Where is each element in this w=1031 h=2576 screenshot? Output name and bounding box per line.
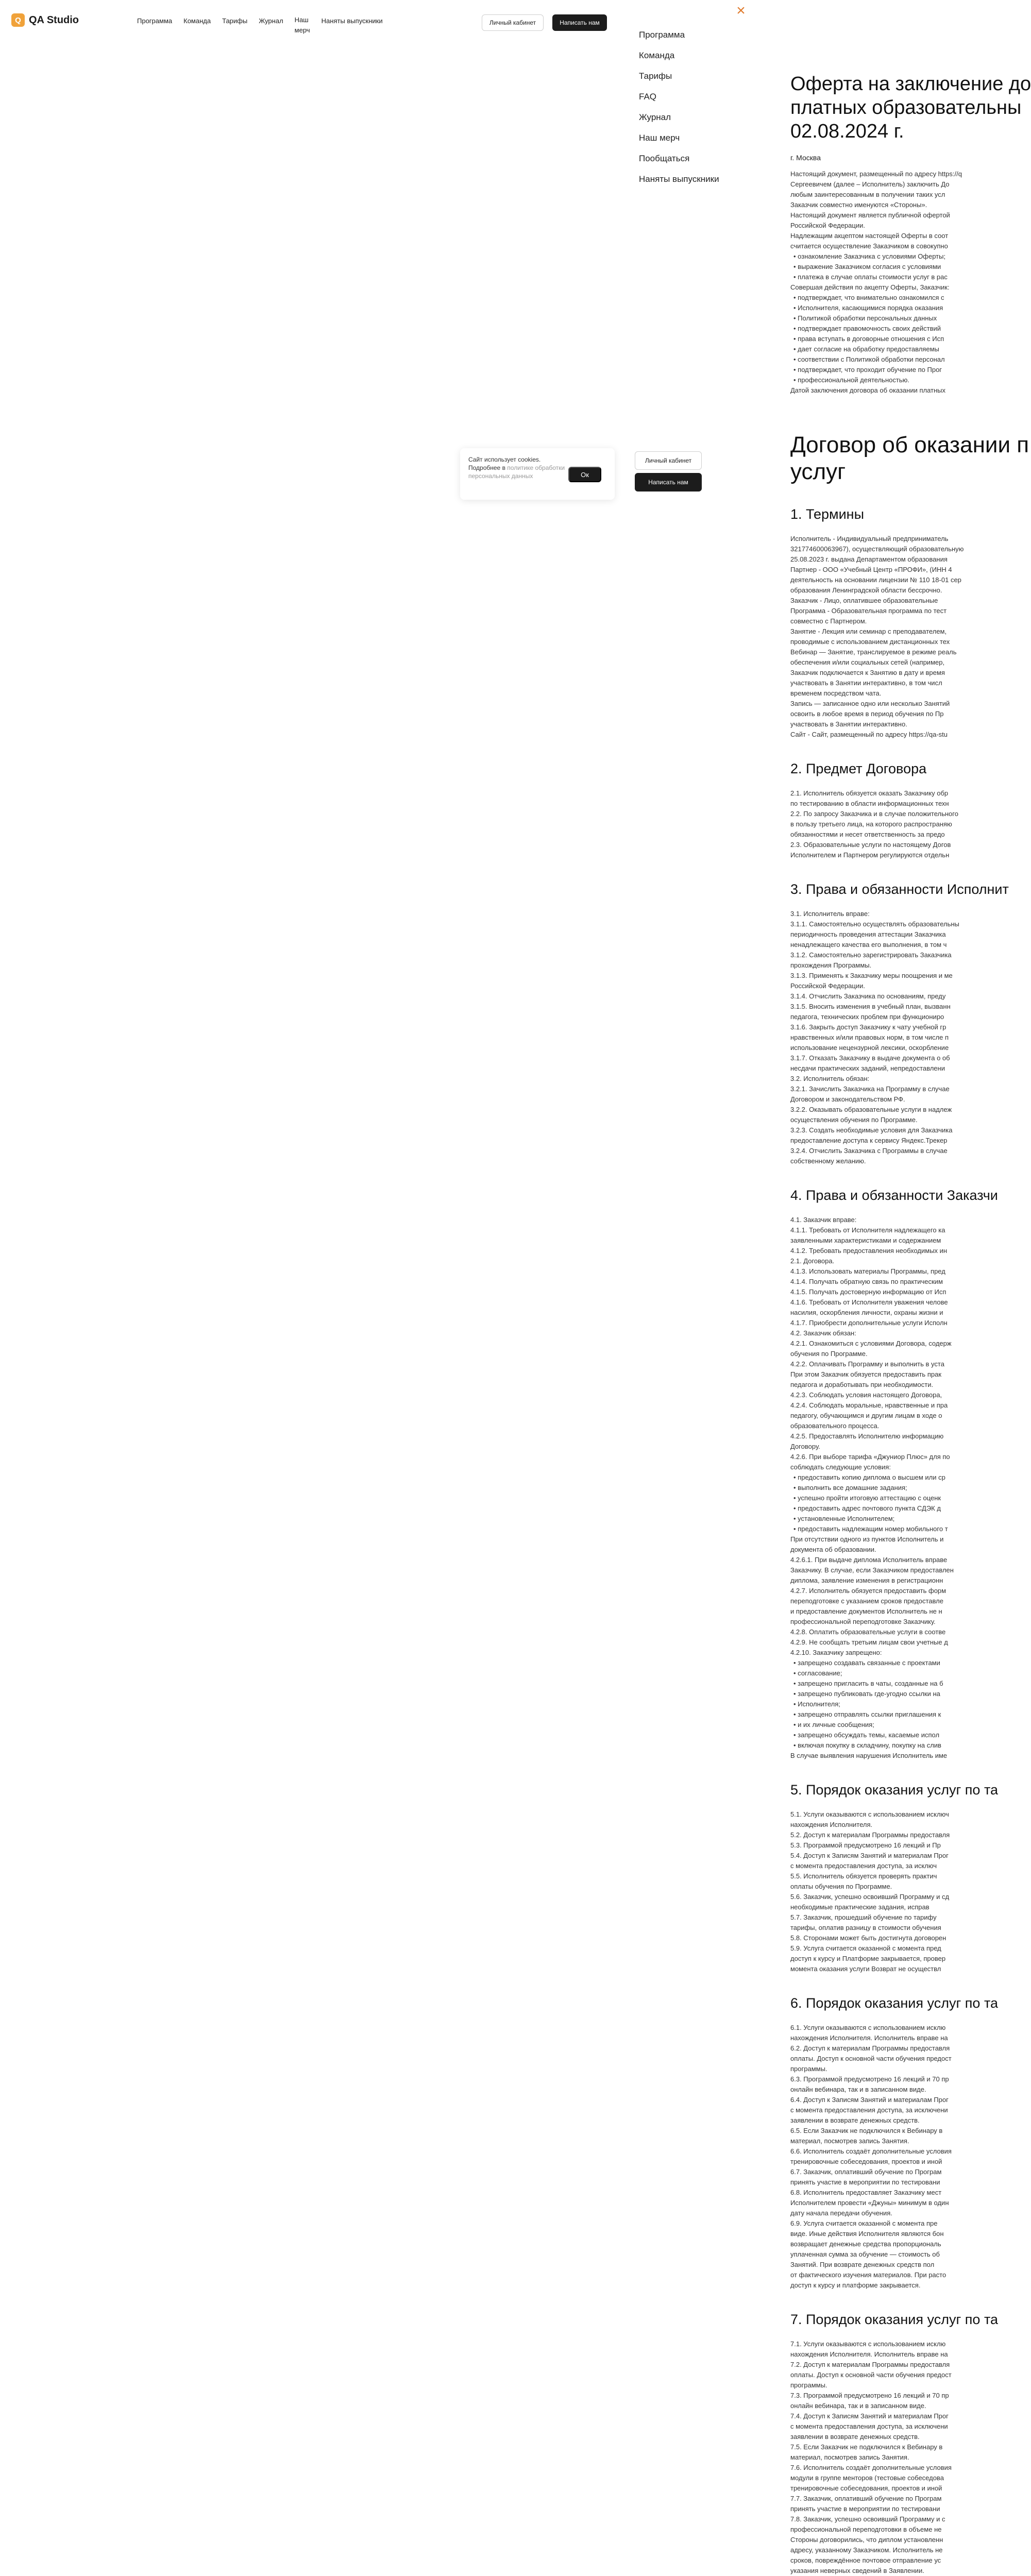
doc-line: 4.2.6.1. При выдаче диплома Исполнитель вправе <box>790 1556 948 1564</box>
login-button[interactable]: Личный кабинет <box>482 14 544 31</box>
doc-line: деятельность на основании лицензии № 110 18-01 сер <box>790 576 961 584</box>
logo[interactable] <box>11 13 79 27</box>
write-us-button[interactable]: Написать нам <box>552 14 607 31</box>
doc-list-item: • подтверждает, что внимательно ознакомился с <box>793 293 986 303</box>
doc-line: с момента предоставления доступа, за исключ <box>790 1862 937 1870</box>
nav-team[interactable]: Команда <box>183 17 211 25</box>
section-7 <box>790 2311 999 2576</box>
doc-line: педагога, технических проблем при функциониро <box>790 1013 944 1021</box>
doc-list-item: • предоставить копию диплома о высшем или ср <box>793 1472 986 1483</box>
menu-item-journal[interactable]: Журнал <box>639 112 671 122</box>
doc-line: по тестированию в области информационных техн <box>790 800 949 807</box>
doc-line: 3.1.3. Применять к Заказчику меры поощрения и ме <box>790 972 953 979</box>
doc-line: При отсутствии одного из пунктов Исполнитель и <box>790 1535 944 1543</box>
doc-line: оплаты обучения по Программе. <box>790 1883 892 1890</box>
menu-item-chat[interactable]: Пообщаться <box>639 154 690 163</box>
doc-line: 5.4. Доступ к Записям Занятий и материалам Прог <box>790 1852 949 1859</box>
doc-line: соблюдать следующие условия: <box>790 1463 891 1471</box>
doc-line: Запись — записанное одно или несколько Занятий <box>790 700 950 707</box>
doc-list-item: • Исполнителя; <box>793 1699 986 1709</box>
doc-line: виде. Иные действия Исполнителя являются бон <box>790 2230 944 2238</box>
doc-line: 2.1. Исполнитель обязуется оказать Заказчику обр <box>790 789 949 797</box>
mobile-menu <box>639 25 773 190</box>
doc-line: При этом Заказчик обязуется предоставить прак <box>790 1370 942 1378</box>
doc-line: с момента предоставления доступа, за исключени <box>790 2422 948 2430</box>
doc-list-item: • подтверждает правомочность своих действий <box>793 324 986 334</box>
doc-list-item: • права вступать в договорные отношения с Исп <box>793 334 986 344</box>
menu-item-hired-graduates[interactable]: Наняты выпускники <box>639 174 719 184</box>
section-4: 4. Права и обязанности Заказчи 4.1. Заказчик вправе: 4.1.1. Требовать от Исполнителя надлежащего ка заявленными характеристиками и содержанием 4.1.2. Требовать предоставления необходимых ин 2.1. Договора. 4.1.3. Использовать материалы Программы, пред 4.1.4. Получать обратную связь по практическим 4.1.5. Получать достоверную информацию от Исп 4.1.6. Требовать от Исполнителя уважения челове насилия, оскорбления личности, охраны жизни и 4.1.7. Приобрести дополнительные услуги Исполн 4.2. Заказчик обязан: 4.2.1. Ознакомиться с условиями Договора, содерж обучения по Программе. 4.2.2. Оплачивать Программу и выполнить в уста При этом Заказчик обязуется предоставить прак педагога и доработывать при необходимости. 4.2.3. Соблюдать условия настоящего Договора, 4.2.4. Соблюдать моральные, нравственные и пра педагогу, обучающимся и другим лицам в ходе о образовательного процесса. 4.2.5. Предоставлять Исполнителю информацию Договору. 4.2.6. При выборе тарифа «Джуниор Плюс» для по соблюдать следующие условия: • предоставить копию диплома о высшем или ср • выполнить все домашние задания; • успешно пройти итоговую аттестацию с оценк • предоставить адрес почтового пункта СДЭК д • установленные Исполнителем; • предоставить надлежащим номер мобильного т При отсутствии одного из пунктов Исполнитель и документа об образовании. 4.2.6.1. При выдаче диплома Исполнитель вправе Заказчику. В случае, если Заказчиком предоставлен диплома, заявление изменения в регистрационн 4.2.7. Исполнитель обязуется предоставить форм переподготовке с указанием сроков предоставле и предоставление документов Исполнитель не н профессиональной переподготовке Заказчику. 4.2.8. Оплатить образовательные услуги в соотве 4.2.9. Не сообщать третьим лицам свои учетные д 4.2.10. Заказчику запрещено: • запрещено создавать связанные с проектами • согласование; • запрещено пригласить в чаты, созданные на б • запрещено публиковать где-угодно ссылки на • Исполнителя; • запрещено отправлять ссылки приглашения к • и их личные сообщения; • запрещено обсуждать темы, касаемые испол • включая покупку в складчину, покупку на слив В случае выявления нарушения Исполнитель име <box>790 1187 986 1761</box>
doc-list-item: • и их личные сообщения; <box>793 1720 986 1730</box>
cookie-text: Сайт использует cookies. Подробнее в политике обработки персональных данных <box>468 456 565 480</box>
doc-line: проводимые с использованием дистанционных тех <box>790 638 950 646</box>
doc-line: 3.2. Исполнитель обязан: <box>790 1075 870 1082</box>
doc-line: онлайн вебинара, так и в записанном виде. <box>790 2402 926 2410</box>
doc-line: 4.2.2. Оплачивать Программу и выполнить в уста <box>790 1360 944 1368</box>
doc-list-item: • согласование; <box>793 1668 986 1679</box>
doc-line: 5.6. Заказчик, успешно освоивший Программу и сд <box>790 1893 950 1901</box>
doc-line: обеспечения и/или социальных сетей (например, <box>790 658 945 666</box>
doc-line: 3.1.2. Самостоятельно зарегистрировать Заказчика <box>790 951 952 959</box>
doc-line: 3.1.7. Отказать Заказчику в выдаче документа о об <box>790 1054 950 1062</box>
logo-mark: Q <box>11 13 25 27</box>
doc-line: принять участие в мероприятии по тестировани <box>790 2178 940 2186</box>
doc-line: 4.1. Заказчик вправе: <box>790 1216 857 1224</box>
doc-line: 5.3. Программой предусмотрено 16 лекций и Пр <box>790 1841 941 1849</box>
section-title: 2. Предмет Договора <box>790 761 927 776</box>
doc-line: дату начала передачи обучения. <box>790 2209 892 2217</box>
doc-list-item: • успешно пройти итоговую аттестацию с оценк <box>793 1493 986 1503</box>
contract-title: Договор об оказании п услуг <box>790 432 1029 484</box>
doc-line: Партнер - ООО «Учебный Центр «ПРОФИ», (ИНН 4 <box>790 566 952 573</box>
city: г. Москва <box>790 154 821 162</box>
intro-list <box>790 251 986 282</box>
doc-list-item: • установленные Исполнителем; <box>793 1514 986 1524</box>
doc-line: периодичность проведения аттестации Заказчика <box>790 930 946 938</box>
nav-hired-graduates[interactable]: Наняты выпускники <box>321 17 383 25</box>
section-title: 4. Права и обязанности Заказчи <box>790 1188 998 1203</box>
doc-line: 7.7. Заказчик, оплативший обучение по Програм <box>790 2495 942 2502</box>
doc-line: 3.2.3. Создать необходимые условия для Заказчика <box>790 1126 953 1134</box>
nav-tariffs[interactable]: Тарифы <box>222 17 248 25</box>
section-title: 6. Порядок оказания услуг по та <box>790 1995 999 2011</box>
doc-line: Заказчику. В случае, если Заказчиком предоставлен <box>790 1566 954 1574</box>
doc-line: доступ к курсу и Платформе закрывается, провер <box>790 1955 946 1962</box>
doc-line: адресу, указанному Заказчиком. Исполнитель не <box>790 2546 943 2554</box>
doc-line: в пользу третьего лица, на которого распространяю <box>790 820 952 828</box>
menu-item-merch[interactable]: Наш мерч <box>639 133 680 143</box>
doc-line: 2.2. По запросу Заказчика и в случае положительного <box>790 810 958 818</box>
doc-line: 3.2.2. Оказывать образовательные услуги в надлеж <box>790 1106 952 1113</box>
privacy-policy-link[interactable]: политике обработки персональных данных <box>468 464 565 480</box>
doc-line: Заказчик подключается к Занятию в дату и время <box>790 669 945 676</box>
doc-line: 4.2.5. Предоставлять Исполнителю информацию <box>790 1432 944 1440</box>
doc-line: 4.2.9. Не сообщать третьим лицам свои учетные д <box>790 1638 948 1646</box>
doc-line: Сайт - Сайт, размещенный по адресу https://qa-stu <box>790 731 948 738</box>
doc-line: материал, посмотрев запись Занятия. <box>790 2137 909 2145</box>
doc-list-item: • запрещено публиковать где-угодно ссылки на <box>793 1689 986 1699</box>
doc-line: Занятие - Лекция или семинар с преподавателем, <box>790 628 947 635</box>
doc-line: Российской Федерации. <box>790 982 865 990</box>
menu-item-program[interactable]: Программа <box>639 30 685 40</box>
doc-line: тарифы, оплатив разницу в стоимости обучения <box>790 1924 941 1931</box>
section-title: 3. Права и обязанности Исполнит <box>790 882 1009 897</box>
doc-line: 3.1.4. Отчислить Заказчика по основаниям, преду <box>790 992 946 1000</box>
doc-line: заявлении в возврате денежных средств. <box>790 2116 920 2124</box>
doc-list-item: • выполнить все домашние задания; <box>793 1483 986 1493</box>
doc-line: 3.1.5. Вносить изменения в учебный план, вызванн <box>790 1003 951 1010</box>
doc-line: с момента предоставления доступа, за исключени <box>790 2106 948 2114</box>
doc-line: Сергеевичем (далее – Исполнитель) заключить До <box>790 180 950 188</box>
doc-line: предоставление доступа к сервису Яндекс.Трекер <box>790 1137 948 1144</box>
doc-line: нахождения Исполнителя. Исполнитель вправе на <box>790 2350 948 2358</box>
doc-line: модули в группе менторов (тестовые собеседова <box>790 2474 944 2482</box>
doc-line: 4.2.8. Оплатить образовательные услуги в соотве <box>790 1628 946 1636</box>
doc-line: возвращает денежные средства пропорциональ <box>790 2240 941 2248</box>
doc-line: насилия, оскорбления личности, охраны жизни и <box>790 1309 943 1316</box>
doc-line: нравственных и/или правовых норм, в том числе п <box>790 1033 949 1041</box>
doc-line: 321774600063967), осуществляющий образовательную <box>790 545 964 553</box>
doc-line: несдачи практических заданий, непредоставлени <box>790 1064 945 1072</box>
doc-list-item: • предоставить надлежащим номер мобильного т <box>793 1524 986 1534</box>
doc-line: оплаты. Доступ к основной части обучения предост <box>790 2371 952 2379</box>
doc-line: Заказчик совместно именуются «Стороны». <box>790 201 927 209</box>
doc-line: 4.2.3. Соблюдать условия настоящего Договора, <box>790 1391 942 1399</box>
doc-line: 4.1.4. Получать обратную связь по практическим <box>790 1278 943 1285</box>
doc-line: 7.2. Доступ к материалам Программы предоставля <box>790 2361 950 2368</box>
doc-list-item: • профессиональной деятельностью. <box>793 375 986 385</box>
doc-line: профессиональной переподготовке Заказчику. <box>790 1618 936 1625</box>
doc-line: Договору. <box>790 1443 820 1450</box>
doc-line: 5.9. Услуга считается оказанной с момента пред <box>790 1944 941 1952</box>
intro-text <box>790 169 986 251</box>
doc-line: участвовать в Занятии интерактивно, в том числ <box>790 679 942 687</box>
doc-line: тренировочные собеседования, проектов и иной <box>790 2484 942 2492</box>
doc-line: педагогу, обучающимся и другим лицам в ходе о <box>790 1412 942 1419</box>
doc-line: Стороны договорились, что диплом установленн <box>790 2536 943 2544</box>
doc-line: указания неверных сведений в Заявлении. <box>790 2567 924 2574</box>
doc-line: 6.3. Программой предусмотрено 16 лекций и 70 пр <box>790 2075 949 2083</box>
menu-item-faq[interactable]: FAQ <box>639 92 657 101</box>
doc-line: нахождения Исполнителя. <box>790 1821 873 1828</box>
intro-more <box>790 282 986 293</box>
doc-line: программы. <box>790 2381 827 2389</box>
doc-line: от фактического изучения материалов. При расто <box>790 2271 947 2279</box>
doc-line: заявленными характеристиками и содержанием <box>790 1236 941 1244</box>
doc-line: 4.1.6. Требовать от Исполнителя уважения челове <box>790 1298 948 1306</box>
doc-line: Исполнителем и Партнером регулируются отдельн <box>790 851 950 859</box>
doc-line: Вебинар — Занятие, транслируемое в режиме реаль <box>790 648 957 656</box>
doc-list-item: • платежа в случае оплаты стоимости услуг в рас <box>793 272 986 282</box>
section-3 <box>790 881 1009 1166</box>
doc-line: 25.08.2023 г. выдана Департаментом образования <box>790 555 948 563</box>
doc-list-item: • включая покупку в складчину, покупку на слив <box>793 1740 986 1751</box>
doc-line: 7.5. Если Заказчик не подключился к Вебинару в <box>790 2443 943 2451</box>
doc-line: уплаченная сумма за обучение — стоимость об <box>790 2250 940 2258</box>
doc-line: 6.4. Доступ к Записям Занятий и материалам Прог <box>790 2096 949 2104</box>
doc-line: онлайн вебинара, так и в записанном виде. <box>790 2086 926 2093</box>
doc-line: 2.3. Образовательные услуги по настоящему Догов <box>790 841 951 849</box>
doc-list-item: • дает согласие на обработку предоставляемы <box>793 344 986 354</box>
section-1 <box>790 506 986 740</box>
doc-line: доступ к курсу и платформе закрывается. <box>790 2281 921 2289</box>
doc-line: образовательного процесса. <box>790 1422 880 1430</box>
doc-line: 5.2. Доступ к материалам Программы предоставля <box>790 1831 950 1839</box>
doc-line: 4.2.1. Ознакомиться с условиями Договора, содерж <box>790 1340 952 1347</box>
doc-line: 6.1. Услуги оказываются с использованием исклю <box>790 2024 946 2031</box>
close-icon[interactable]: × <box>736 2 746 19</box>
doc-line: 4.1.7. Приобрести дополнительные услуги Исполн <box>790 1319 948 1327</box>
doc-line: 7.6. Исполнитель создаёт дополнительные условия <box>790 2464 952 2471</box>
doc-line: 3.2.4. Отчислить Заказчика с Программы в случае <box>790 1147 948 1155</box>
doc-line: Договором и законодательством РФ. <box>790 1095 905 1103</box>
doc-line: использование нецензурной лексики, оскорбление <box>790 1044 949 1052</box>
cookie-banner <box>460 448 615 500</box>
doc-list-item: • подтверждает, что проходит обучение по Прог <box>793 365 986 375</box>
doc-list-item: • соответствии с Политикой обработки персонал <box>793 354 986 365</box>
doc-line: сроков, повреждённое почтовое отправление ус <box>790 2556 941 2564</box>
doc-list-item: • предоставить адрес почтового пункта СДЭК д <box>793 1503 986 1514</box>
doc-line: собственному желанию. <box>790 1157 866 1165</box>
doc-line: 5.1. Услуги оказываются с использованием исключ <box>790 1810 949 1818</box>
doc-line: освоить в любое время в период обучения по Пр <box>790 710 944 718</box>
nav-merch[interactable]: Наш мерч <box>294 16 310 34</box>
doc-line: нахождения Исполнителя. Исполнитель вправе на <box>790 2034 948 2042</box>
menu-item-team[interactable]: Команда <box>639 50 675 60</box>
doc-line: 4.1.2. Требовать предоставления необходимых ин <box>790 1247 948 1255</box>
doc-line: образования Ленинградской области бессрочно. <box>790 586 942 594</box>
doc-line: 6.9. Услуга считается оказанной с момента пре <box>790 2219 938 2227</box>
doc-line: обучения по Программе. <box>790 1350 868 1358</box>
doc-line: профессиональной переподготовки в объеме не <box>790 2526 942 2533</box>
doc-line: Занятий. При возврате денежных средств пол <box>790 2261 935 2268</box>
intro-end: Датой заключения договора об оказании платных <box>790 386 946 394</box>
doc-line: Настоящий документ, размещенный по адресу https://q <box>790 170 962 178</box>
cookie-ok-button[interactable]: Ок <box>568 467 601 482</box>
doc-list-item: • запрещено обсуждать темы, касаемые испол <box>793 1730 986 1740</box>
doc-line: 6.2. Доступ к материалам Программы предоставля <box>790 2044 950 2052</box>
doc-line: педагога и доработывать при необходимости. <box>790 1381 934 1388</box>
doc-line: 6.7. Заказчик, оплативший обучение по Програм <box>790 2168 942 2176</box>
doc-line: 5.7. Заказчик, прошедший обучение по тарифу <box>790 1913 937 1921</box>
site-header <box>0 0 618 41</box>
doc-list-item: • запрещено пригласить в чаты, созданные на б <box>793 1679 986 1689</box>
doc-line: 4.2.10. Заказчику запрещено: <box>790 1649 882 1656</box>
doc-line: программы. <box>790 2065 827 2073</box>
doc-line: Российской Федерации. <box>790 222 865 229</box>
doc-line: 4.2. Заказчик обязан: <box>790 1329 856 1337</box>
doc-line: принять участие в мероприятии по тестировани <box>790 2505 940 2513</box>
doc-line: документа об образовании. <box>790 1546 876 1553</box>
doc-line: 3.1. Исполнитель вправе: <box>790 910 870 918</box>
doc-list-item: • Исполнителя, касающимися порядка оказания <box>793 303 986 313</box>
doc-list-item: • выражение Заказчиком согласия с условиями <box>793 262 986 272</box>
doc-line: Совершая действия по акцепту Оферты, Заказчик: <box>790 283 950 291</box>
nav-journal[interactable]: Журнал <box>259 17 283 25</box>
doc-line: 6.5. Если Заказчик не подключился к Вебинару в <box>790 2127 943 2134</box>
doc-list-item: • запрещено создавать связанные с проектами <box>793 1658 986 1668</box>
doc-line: 2.1. Договора. <box>790 1257 835 1265</box>
doc-line: оплаты. Доступ к основной части обучения предост <box>790 2055 952 2062</box>
doc-line: Надлежащим акцептом настоящей Оферты в соот <box>790 232 949 240</box>
doc-line: переподготовке с указанием сроков предоставле <box>790 1597 943 1605</box>
doc-line: 6.6. Исполнитель создаёт дополнительные условия <box>790 2147 952 2155</box>
section-5 <box>790 1782 999 1974</box>
doc-line: 4.2.7. Исполнитель обязуется предоставить форм <box>790 1587 947 1595</box>
doc-line: 4.1.5. Получать достоверную информацию от Исп <box>790 1288 947 1296</box>
section-title: 5. Порядок оказания услуг по та <box>790 1782 999 1798</box>
doc-line: временем посредством чата. <box>790 689 882 697</box>
doc-line: 3.1.1. Самостоятельно осуществлять образовательны <box>790 920 959 928</box>
intro-list-2 <box>790 293 986 385</box>
doc-line: Заказчик - Лицо, оплатившее образовательные <box>790 597 938 604</box>
doc-line: тренировочные собеседования, проектов и иной <box>790 2158 942 2165</box>
doc-line: 3.1.6. Закрыть доступ Заказчику к чату учебной гр <box>790 1023 947 1031</box>
doc-line: 7.8. Заказчик, успешно освоивший Программу и с <box>790 2515 945 2523</box>
doc-line: 4.2.6. При выборе тарифа «Джуниор Плюс» для по <box>790 1453 950 1461</box>
section-title: 1. Термины <box>790 506 864 522</box>
doc-line: ненадлежащего качества его выполнения, в том ч <box>790 941 947 948</box>
doc-list-item: • Политикой обработки персональных данных <box>793 313 986 324</box>
doc-line: считается осуществление Заказчиком в совокупно <box>790 242 948 250</box>
doc-line: 5.8. Сторонами может быть достигнута договорен <box>790 1934 947 1942</box>
doc-line: Настоящий документ является публичной офертой <box>790 211 950 219</box>
doc-line: материал, посмотрев запись Занятия. <box>790 2453 909 2461</box>
doc-line: 7.3. Программой предусмотрено 16 лекций и 70 пр <box>790 2392 949 2399</box>
nav-program[interactable]: Программа <box>137 17 173 25</box>
panel-login-button[interactable]: Личный кабинет <box>635 451 702 470</box>
menu-item-tariffs[interactable]: Тарифы <box>639 71 672 81</box>
doc-line: прохождения Программы. <box>790 961 872 969</box>
doc-line: осуществления обучения по Программе. <box>790 1116 918 1124</box>
doc-list-item: • запрещено отправлять ссылки приглашения к <box>793 1709 986 1720</box>
offer-document <box>790 72 1031 2576</box>
doc-line: момента оказания услуги Возврат не осуществл <box>790 1965 941 1973</box>
doc-line: Исполнитель - Индивидуальный предприниматель <box>790 535 949 543</box>
section-2 <box>790 760 986 860</box>
doc-line: 7.1. Услуги оказываются с использованием исклю <box>790 2340 946 2348</box>
doc-line: 5.5. Исполнитель обязуется проверять практич <box>790 1872 937 1880</box>
doc-line: диплома, заявление изменения в регистрационн <box>790 1577 943 1584</box>
doc-line: заявлении в возврате денежных средств. <box>790 2433 920 2441</box>
logo-text: QA Studio <box>29 14 79 26</box>
doc-line: 4.1.1. Требовать от Исполнителя надлежащего ка <box>790 1226 945 1234</box>
doc-line: 4.1.3. Использовать материалы Программы, пред <box>790 1267 945 1275</box>
doc-line: необходимые практические задания, исправ <box>790 1903 929 1911</box>
doc-line: любым заинтересованным в получении таких усл <box>790 191 945 198</box>
main-nav <box>137 17 383 36</box>
panel-write-us-button[interactable]: Написать нам <box>635 473 702 492</box>
doc-line: 3.2.1. Зачислить Заказчика на Программу в случае <box>790 1085 950 1093</box>
offer-title: Оферта на заключение до платных образовательны 02.08.2024 г. <box>790 73 1031 142</box>
doc-list-item: • ознакомление Заказчика с условиями Оферты; <box>793 251 986 262</box>
doc-line: Исполнителем провести «Джуны» минимум в один <box>790 2199 949 2207</box>
doc-line: 4.2.4. Соблюдать моральные, нравственные и пра <box>790 1401 948 1409</box>
doc-line: и предоставление документов Исполнитель не н <box>790 1607 942 1615</box>
section-6 <box>790 1995 999 2291</box>
doc-line: участвовать в Занятии интерактивно. <box>790 720 907 728</box>
doc-line: Программа - Образовательная программа по тест <box>790 607 947 615</box>
doc-line: обязанностями и несет ответственность за предо <box>790 831 945 838</box>
section-title: 7. Порядок оказания услуг по та <box>790 2312 999 2327</box>
doc-line: совместно с Партнером. <box>790 617 867 625</box>
doc-line: 6.8. Исполнитель предоставляет Заказчику мест <box>790 2189 942 2196</box>
doc-line: 7.4. Доступ к Записям Занятий и материалам Прог <box>790 2412 949 2420</box>
